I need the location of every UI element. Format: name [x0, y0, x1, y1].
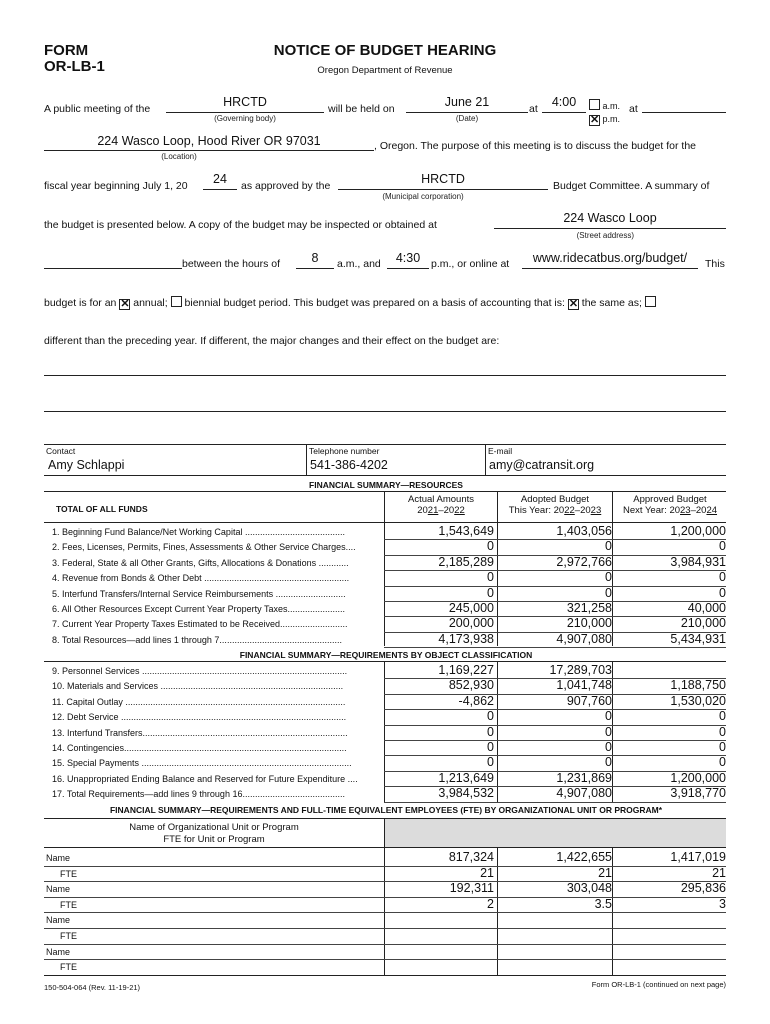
fte-cell-col1[interactable]: 21 — [480, 865, 494, 880]
requirement-cell-col1[interactable]: 1,213,649 — [438, 770, 494, 785]
text-between-hours: between the hours of — [182, 258, 281, 270]
resource-cell-col3[interactable]: 0 — [719, 539, 726, 554]
form-word: FORM — [44, 42, 89, 59]
col-actual-heading: Actual Amounts — [407, 494, 474, 505]
resource-cell-col1[interactable]: 245,000 — [448, 601, 494, 615]
hour-from-field[interactable]: 8 — [311, 251, 319, 265]
fte-cell-col3[interactable]: 1,417,019 — [670, 850, 726, 864]
fte-head-unit: Name of Organizational Unit or Program — [129, 822, 299, 833]
requirement-row-label: 12. Debt Service .......................................................................................... — [52, 712, 347, 723]
pm-checkbox[interactable]: ✕ — [590, 114, 600, 126]
fte-cell-col2[interactable]: 21 — [598, 865, 612, 880]
municipal-caption: (Municipal corporation) — [382, 192, 464, 201]
resource-cell-col1[interactable]: 0 — [487, 585, 494, 600]
page-title: NOTICE OF BUDGET HEARING — [273, 42, 497, 59]
requirement-cell-col3[interactable]: 0 — [719, 740, 726, 754]
resource-cell-col2[interactable]: 0 — [605, 539, 612, 554]
location-caption: (Location) — [161, 152, 197, 161]
col-approved-years: Next Year: 2023–2024 — [622, 505, 718, 516]
resource-row-label: 5. Interfund Transfers/Internal Service Reimbursements ............................ — [52, 588, 346, 599]
requirement-row-label: 16. Unappropriated Ending Balance and Reserved for Future Expenditure .... — [52, 773, 358, 784]
requirement-cell-col3[interactable]: 0 — [719, 709, 726, 724]
email-label: E-mail — [488, 446, 513, 456]
fte-row-label: Name — [46, 915, 71, 926]
resource-cell-col3[interactable]: 3,984,931 — [670, 554, 726, 569]
requirement-cell-col2[interactable]: 17,289,703 — [549, 663, 612, 677]
fte-header-shade — [385, 819, 726, 847]
requirement-cell-col1[interactable]: 0 — [487, 740, 494, 754]
phone-label: Telephone number — [309, 446, 380, 456]
text-budget-presented: the budget is presented below. A copy of the budget may be inspected or obtained at — [44, 219, 437, 231]
text-fiscal-year: fiscal year beginning July 1, 20 — [44, 180, 188, 192]
fte-row-label: FTE — [60, 868, 77, 879]
requirement-cell-col1[interactable]: -4,862 — [458, 693, 494, 708]
form-id: OR-LB-1 — [44, 58, 105, 75]
text-approved-by: as approved by the — [241, 180, 331, 192]
fte-row-label: Name — [46, 853, 71, 863]
resource-row-label: 8. Total Resources—add lines 1 through 7................................................. — [52, 634, 342, 645]
resource-cell-col2[interactable]: 0 — [605, 570, 612, 585]
requirement-row-label: 11. Capital Outlay ........................................................................................ — [52, 696, 346, 707]
requirement-cell-col2[interactable]: 1,041,748 — [556, 678, 612, 693]
fte-row-label: FTE — [60, 931, 77, 941]
requirement-row-label: 13. Interfund Transfers.................................................................................. — [52, 727, 348, 738]
fte-cell-col2[interactable]: 1,422,655 — [556, 850, 612, 864]
location-field[interactable]: 224 Wasco Loop, Hood River OR 97031 — [97, 134, 321, 148]
municipal-corp-field[interactable]: HRCTD — [421, 172, 465, 186]
budget-period-line: budget is for an ✕ annual; biennial budget period. This budget was prepared on a basis of accounting that is: ✕ the same as; — [44, 296, 656, 310]
governing-body-field[interactable]: HRCTD — [223, 95, 267, 109]
date-caption: (Date) — [455, 114, 479, 123]
requirement-cell-col2[interactable]: 907,760 — [566, 693, 612, 708]
resource-row-label: 6. All Other Resources Except Current Year Property Taxes....................... — [52, 604, 345, 614]
resource-cell-col1[interactable]: 200,000 — [448, 616, 494, 631]
resource-cell-col1[interactable]: 0 — [487, 570, 494, 585]
requirement-cell-col2[interactable]: 0 — [605, 740, 612, 754]
resource-cell-col2[interactable]: 2,972,766 — [556, 554, 612, 569]
text-budget-committee: Budget Committee. A summary of — [553, 180, 710, 192]
text-at: at — [529, 103, 538, 115]
col-approved-heading: Approved Budget — [633, 494, 707, 505]
requirement-row-label: 17. Total Requirements—add lines 9 through 16......................................... — [52, 789, 345, 800]
contact-field[interactable]: Amy Schlappi — [48, 458, 125, 472]
resource-cell-col2[interactable]: 321,258 — [566, 601, 612, 615]
hour-to-field[interactable]: 4:30 — [395, 251, 421, 265]
fte-cell-col1[interactable]: 2 — [487, 896, 494, 911]
total-all-funds-label: TOTAL OF ALL FUNDS — [56, 504, 148, 514]
resource-row-label: 7. Current Year Property Taxes Estimated to be Received........................... — [52, 619, 348, 630]
text-this: This — [705, 258, 725, 270]
contact-label: Contact — [46, 446, 76, 456]
col-actual-years: 2021–2022 — [417, 505, 465, 516]
resource-cell-col2[interactable]: 0 — [605, 585, 612, 600]
time-field[interactable]: 4:00 — [551, 95, 577, 109]
requirements-section-title: FINANCIAL SUMMARY—REQUIREMENTS BY OBJECT CLASSIFICATION — [239, 650, 533, 660]
pm-option[interactable]: ✕ p.m. — [590, 114, 621, 126]
requirement-cell-col2[interactable]: 0 — [605, 755, 612, 770]
requirement-cell-col2[interactable]: 4,907,080 — [556, 786, 612, 801]
fte-head-fte: FTE for Unit or Program — [163, 834, 265, 845]
email-field[interactable]: amy@catransit.org — [489, 458, 595, 472]
requirement-cell-col3[interactable]: 0 — [719, 755, 726, 770]
resource-row-label: 4. Revenue from Bonds & Other Debt .......................................................... — [52, 573, 350, 584]
requirement-cell-col1[interactable]: 0 — [487, 755, 494, 770]
resource-cell-col2[interactable]: 4,907,080 — [556, 631, 612, 646]
requirement-cell-col2[interactable]: 0 — [605, 724, 612, 739]
footer-revision: 150-504-064 (Rev. 11-19-21) — [44, 983, 141, 992]
annual-checkbox[interactable]: ✕ — [120, 298, 130, 310]
requirement-cell-col3[interactable]: 1,188,750 — [670, 678, 726, 693]
fte-row-label: FTE — [60, 962, 77, 973]
requirement-row-label: 10. Materials and Services ......................................................................... — [52, 681, 344, 692]
resource-cell-col2[interactable]: 210,000 — [566, 616, 612, 631]
requirement-row-label: 15. Special Payments .................................................................................... — [52, 758, 352, 769]
resource-cell-col1[interactable]: 1,543,649 — [438, 524, 494, 538]
fiscal-year-field[interactable]: 24 — [213, 172, 227, 186]
fte-row-label: Name — [46, 884, 71, 895]
requirement-cell-col1[interactable]: 1,169,227 — [438, 663, 494, 677]
requirement-cell-col1[interactable]: 0 — [487, 724, 494, 739]
website-field[interactable]: www.ridecatbus.org/budget/ — [532, 251, 688, 265]
text-at-2: at — [629, 103, 638, 115]
am-option[interactable]: a.m. — [589, 99, 620, 111]
text-oregon-purpose: , Oregon. The purpose of this meeting is to discuss the budget for the — [374, 140, 696, 152]
resource-cell-col1[interactable]: 4,173,938 — [438, 631, 494, 646]
different-basis-checkbox[interactable] — [645, 296, 656, 307]
requirement-cell-col2[interactable]: 1,231,869 — [556, 770, 612, 785]
fte-cell-col2[interactable]: 3.5 — [594, 896, 612, 911]
requirement-cell-col3[interactable]: 1,530,020 — [670, 693, 726, 708]
fte-cell-col1[interactable]: 192,311 — [449, 881, 494, 896]
resources-section-title: FINANCIAL SUMMARY—RESOURCES — [309, 480, 463, 490]
requirement-cell-col1[interactable]: 852,930 — [448, 678, 494, 693]
street-address-field[interactable]: 224 Wasco Loop — [563, 211, 657, 225]
requirement-cell-col3[interactable]: 1,200,000 — [670, 770, 726, 785]
text-am-and: a.m., and — [337, 258, 381, 270]
fte-cell-col3[interactable]: 295,836 — [680, 881, 726, 896]
resource-row-label: 2. Fees, Licenses, Permits, Fines, Assessments & Other Service Charges.... — [52, 542, 356, 553]
am-checkbox[interactable] — [589, 99, 600, 110]
governing-body-caption: (Governing body) — [214, 114, 276, 123]
page-subtitle: Oregon Department of Revenue — [317, 65, 453, 76]
fte-cell-col1[interactable]: 817,324 — [448, 850, 494, 864]
resource-cell-col1[interactable]: 0 — [487, 539, 494, 554]
requirement-cell-col3[interactable]: 3,918,770 — [670, 786, 726, 801]
text-different: different than the preceding year. If different, the major changes and their effect on the budget are: — [44, 335, 500, 347]
col-adopted-years: This Year: 2022–2023 — [508, 505, 602, 516]
fte-cell-col3[interactable]: 21 — [712, 865, 726, 880]
requirement-row-label: 9. Personnel Services .................................................................................. — [52, 666, 348, 676]
resource-row-label: 3. Federal, State & all Other Grants, Gifts, Allocations & Donations ............ — [52, 557, 349, 568]
fte-cell-col2[interactable]: 303,048 — [566, 881, 612, 896]
phone-field[interactable]: 541-386-4202 — [310, 458, 388, 472]
changes-line-2[interactable] — [44, 411, 726, 412]
fte-row-label: Name — [46, 946, 71, 957]
resource-cell-col3[interactable]: 5,434,931 — [670, 631, 726, 646]
fte-cell-col3[interactable]: 3 — [719, 896, 726, 911]
text-pm-online: p.m., or online at — [431, 258, 510, 270]
resource-cell-col3[interactable]: 210,000 — [680, 616, 726, 631]
same-basis-checkbox[interactable]: ✕ — [568, 298, 579, 310]
street-caption: (Street address) — [576, 231, 634, 240]
resource-cell-col1[interactable]: 2,185,289 — [438, 554, 494, 569]
date-field[interactable]: June 21 — [444, 95, 490, 109]
requirement-cell-col1[interactable]: 3,984,532 — [438, 786, 494, 801]
text-will-be-held: will be held on — [328, 103, 395, 115]
resource-cell-col3[interactable]: 40,000 — [687, 601, 726, 615]
resource-row-label: 1. Beginning Fund Balance/Net Working Capital ........................................ — [52, 527, 345, 537]
resource-cell-col2[interactable]: 1,403,056 — [556, 524, 612, 538]
text-public-meeting: A public meeting of the — [44, 103, 151, 115]
changes-line-1[interactable] — [44, 375, 726, 376]
requirement-row-label: 14. Contingencies......................................................................................... — [52, 743, 347, 753]
col-adopted-heading: Adopted Budget — [520, 494, 590, 505]
biennial-checkbox[interactable] — [171, 296, 182, 307]
requirement-cell-col2[interactable]: 0 — [605, 709, 612, 724]
footer-continued: Form OR-LB-1 (continued on next page) — [591, 980, 726, 989]
resource-cell-col3[interactable]: 0 — [719, 570, 726, 585]
fte-row-label: FTE — [60, 899, 77, 910]
resource-cell-col3[interactable]: 1,200,000 — [670, 524, 726, 538]
requirement-cell-col3[interactable]: 0 — [719, 724, 726, 739]
requirement-cell-col1[interactable]: 0 — [487, 709, 494, 724]
fte-section-title: FINANCIAL SUMMARY—REQUIREMENTS AND FULL-TIME EQUIVALENT EMPLOYEES (FTE) BY ORGANIZATIONAL UNIT OR PROGRAM* — [109, 805, 663, 815]
resource-cell-col3[interactable]: 0 — [719, 585, 726, 600]
